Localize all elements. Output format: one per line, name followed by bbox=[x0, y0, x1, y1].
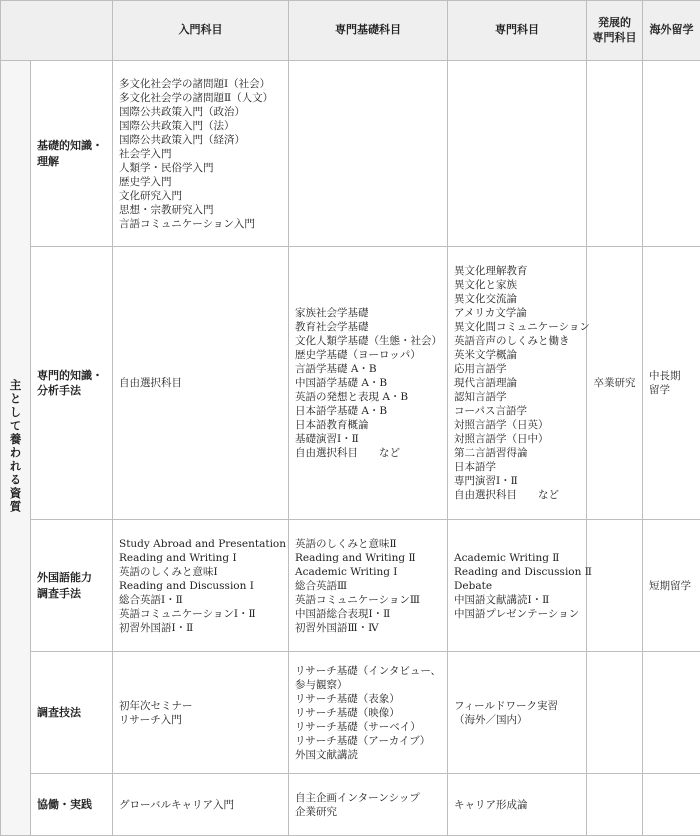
basic-cell bbox=[289, 652, 448, 774]
header-row bbox=[1, 1, 700, 61]
header-advanced-line2: 専門科目 bbox=[587, 31, 642, 46]
course-item: リサーチ基礎（サーベイ） bbox=[295, 720, 447, 734]
header-advanced-line1: 発展的 bbox=[587, 16, 642, 31]
course-item: 専門演習Ⅰ・Ⅱ bbox=[454, 474, 586, 488]
course-item: リサーチ基礎（映像） bbox=[295, 706, 447, 720]
course-item: Academic Writing Ⅱ bbox=[454, 551, 586, 565]
advanced-cell: 卒業研究 bbox=[587, 247, 643, 520]
special-cell bbox=[448, 61, 587, 247]
advanced-cell bbox=[587, 652, 643, 774]
abroad-cell bbox=[643, 652, 700, 774]
intro-cell bbox=[113, 520, 289, 652]
course-item: 中国語学基礎 A・B bbox=[295, 376, 447, 390]
category-cell bbox=[31, 652, 113, 774]
course-item: 中国語文献講読Ⅰ・Ⅱ bbox=[454, 593, 586, 607]
course-item: 多文化社会学の諸問題Ⅱ（人文） bbox=[119, 91, 288, 105]
header-basic: 専門基礎科目 bbox=[289, 1, 448, 61]
intro-cell bbox=[113, 652, 289, 774]
course-item: Reading and Writing Ⅱ bbox=[295, 551, 447, 565]
category-label-line2: 理解 bbox=[37, 154, 112, 169]
course-item: 初習外国語Ⅲ・Ⅳ bbox=[295, 621, 447, 635]
special-cell bbox=[448, 520, 587, 652]
abroad-cell bbox=[643, 774, 700, 836]
course-item: 外国文献講読 bbox=[295, 748, 447, 762]
header-abroad: 海外留学 bbox=[643, 1, 700, 61]
course-item: アメリカ文学論 bbox=[454, 306, 586, 320]
course-item: 初習外国語Ⅰ・Ⅱ bbox=[119, 621, 288, 635]
course-item: 自主企画インターンシップ bbox=[295, 791, 447, 805]
basic-cell bbox=[289, 247, 448, 520]
course-item: 国際公共政策入門（政治） bbox=[119, 105, 288, 119]
special-cell bbox=[448, 652, 587, 774]
course-item: フィールドワーク実習 bbox=[454, 699, 586, 713]
category-cell bbox=[31, 247, 113, 520]
course-item: 中国語プレゼンテーション bbox=[454, 607, 586, 621]
corner-cell bbox=[1, 1, 113, 61]
course-item: 応用言語学 bbox=[454, 362, 586, 376]
intro-cell bbox=[113, 774, 289, 836]
course-item: Reading and Discussion Ⅰ bbox=[119, 579, 288, 593]
course-item: 多文化社会学の諸問題Ⅰ（社会） bbox=[119, 77, 288, 91]
course-item: 教育社会学基礎 bbox=[295, 320, 447, 334]
category-label-line2: 分析手法 bbox=[37, 383, 112, 398]
course-item: 国際公共政策入門（経済） bbox=[119, 133, 288, 147]
course-item: 英語のしくみと意味Ⅰ bbox=[119, 565, 288, 579]
abroad-cell bbox=[643, 247, 700, 520]
course-item: 自由選択科目 など bbox=[295, 446, 447, 460]
course-item: 日本語学基礎 A・B bbox=[295, 404, 447, 418]
course-item: 対照言語学（日中） bbox=[454, 432, 586, 446]
table-row bbox=[1, 61, 700, 247]
course-item: 英語コミュニケーションⅢ bbox=[295, 593, 447, 607]
course-item: 対照言語学（日英） bbox=[454, 418, 586, 432]
course-item: 英語コミュニケーションⅠ・Ⅱ bbox=[119, 607, 288, 621]
course-item: 異文化と家族 bbox=[454, 278, 586, 292]
course-item: 基礎演習Ⅰ・Ⅱ bbox=[295, 432, 447, 446]
course-item: リサーチ入門 bbox=[119, 713, 288, 727]
table-row bbox=[1, 247, 700, 520]
course-item: 異文化理解教育 bbox=[454, 264, 586, 278]
course-item: 企業研究 bbox=[295, 805, 447, 819]
category-cell bbox=[31, 61, 113, 247]
course-item: 参与観察） bbox=[295, 678, 447, 692]
course-item: 現代言語理論 bbox=[454, 376, 586, 390]
course-item: 異文化交流論 bbox=[454, 292, 586, 306]
course-item: Reading and Writing Ⅰ bbox=[119, 551, 288, 565]
header-special: 専門科目 bbox=[448, 1, 587, 61]
category-label-line1: 専門的知識・ bbox=[37, 368, 112, 383]
course-item: 文化研究入門 bbox=[119, 189, 288, 203]
course-item: キャリア形成論 bbox=[454, 798, 586, 812]
abroad-label-line2: 留学 bbox=[649, 383, 700, 397]
course-item: 歴史学基礎（ヨーロッパ） bbox=[295, 348, 447, 362]
category-label-line1: 協働・実践 bbox=[37, 797, 112, 812]
course-item: 文化人類学基礎（生態・社会） bbox=[295, 334, 447, 348]
course-item: 家族社会学基礎 bbox=[295, 306, 447, 320]
course-item: 日本語学 bbox=[454, 460, 586, 474]
course-item: Study Abroad and Presentation bbox=[119, 537, 288, 551]
course-item: 歴史学入門 bbox=[119, 175, 288, 189]
course-item: （海外／国内） bbox=[454, 713, 586, 727]
course-item: コーパス言語学 bbox=[454, 404, 586, 418]
course-item: 英語のしくみと意味Ⅱ bbox=[295, 537, 447, 551]
course-item: Reading and Discussion Ⅱ bbox=[454, 565, 586, 579]
category-cell bbox=[31, 774, 113, 836]
course-item: 言語コミュニケーション入門 bbox=[119, 217, 288, 231]
header-intro: 入門科目 bbox=[113, 1, 289, 61]
table-row bbox=[1, 774, 700, 836]
course-item: 英語の発想と表現 A・B bbox=[295, 390, 447, 404]
basic-cell bbox=[289, 61, 448, 247]
course-item: 異文化間コミュニケーション bbox=[454, 320, 586, 334]
side-label: 主として養われる資質 bbox=[8, 379, 24, 514]
course-item: 初年次セミナー bbox=[119, 699, 288, 713]
course-item: 総合英語Ⅰ・Ⅱ bbox=[119, 593, 288, 607]
course-item: 自由選択科目 など bbox=[454, 488, 586, 502]
advanced-cell bbox=[587, 520, 643, 652]
course-item: 社会学入門 bbox=[119, 147, 288, 161]
course-item: リサーチ基礎（表象） bbox=[295, 692, 447, 706]
course-item: 言語学基礎 A・B bbox=[295, 362, 447, 376]
course-item: リサーチ基礎（インタビュー、 bbox=[295, 664, 447, 678]
course-item: 総合英語Ⅲ bbox=[295, 579, 447, 593]
course-item: 国際公共政策入門（法） bbox=[119, 119, 288, 133]
intro-cell bbox=[113, 247, 289, 520]
side-label-cell bbox=[1, 61, 31, 836]
category-label-line1: 基礎的知識・ bbox=[37, 138, 112, 153]
course-item: グローバルキャリア入門 bbox=[119, 798, 288, 812]
abroad-label-line1: 中長期 bbox=[649, 369, 700, 383]
basic-cell bbox=[289, 774, 448, 836]
course-item: Debate bbox=[454, 579, 586, 593]
course-item: 英米文学概論 bbox=[454, 348, 586, 362]
table-row bbox=[1, 520, 700, 652]
course-item: 日本語教育概論 bbox=[295, 418, 447, 432]
header-advanced bbox=[587, 1, 643, 61]
category-label-line1: 調査技法 bbox=[37, 705, 112, 720]
course-item: 思想・宗教研究入門 bbox=[119, 203, 288, 217]
course-item: Academic Writing Ⅰ bbox=[295, 565, 447, 579]
basic-cell bbox=[289, 520, 448, 652]
abroad-cell: 短期留学 bbox=[643, 520, 700, 652]
category-label-line2: 調査手法 bbox=[37, 586, 112, 601]
course-item: 第二言語習得論 bbox=[454, 446, 586, 460]
advanced-cell bbox=[587, 61, 643, 247]
advanced-cell bbox=[587, 774, 643, 836]
course-item: 認知言語学 bbox=[454, 390, 586, 404]
intro-cell bbox=[113, 61, 289, 247]
course-item: 中国語総合表現Ⅰ・Ⅱ bbox=[295, 607, 447, 621]
special-cell bbox=[448, 247, 587, 520]
category-cell bbox=[31, 520, 113, 652]
special-cell bbox=[448, 774, 587, 836]
abroad-cell bbox=[643, 61, 700, 247]
course-item: 自由選択科目 bbox=[119, 376, 288, 390]
course-item: 人類学・民俗学入門 bbox=[119, 161, 288, 175]
table-row bbox=[1, 652, 700, 774]
category-label-line1: 外国語能力 bbox=[37, 570, 112, 585]
course-item: リサーチ基礎（アーカイブ） bbox=[295, 734, 447, 748]
course-item: 英語音声のしくみと働き bbox=[454, 334, 586, 348]
